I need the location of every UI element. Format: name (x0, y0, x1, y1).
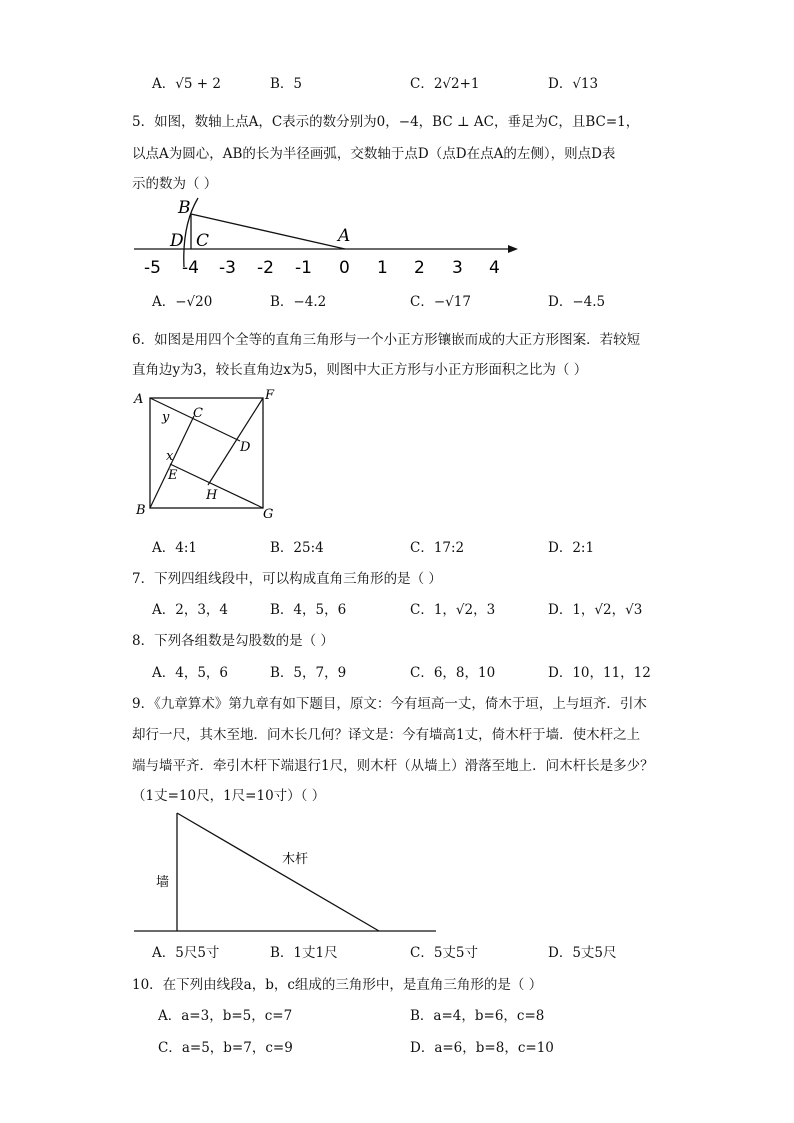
q8-option-b: B．5，7，9 (270, 665, 347, 681)
q9-stem-line1: 9．《九章算术》第九章有如下题目，原文：今有垣高一丈，倚木于垣，上与垣齐．引木 (132, 696, 647, 712)
q9-stem-line4: （1丈=10尺，1尺=10寸）（ ） (132, 788, 326, 804)
q10-stem: 10．在下列由线段a，b，c组成的三角形中，是直角三角形的是（ ） (132, 977, 543, 993)
tick-label: -3 (219, 258, 236, 278)
label-pole: 木杆 (282, 852, 309, 867)
q9-option-c: C．5丈5寸 (410, 945, 479, 961)
segment-fh (208, 398, 263, 485)
label-x: x (166, 449, 174, 464)
label-b: B (178, 198, 191, 218)
q8-option-c: C．6，8，10 (410, 665, 496, 681)
label-wall: 墙 (156, 875, 170, 890)
q6-option-c: C．17:2 (410, 540, 465, 556)
tick-label: -2 (257, 258, 274, 278)
axis-arrow-icon (508, 245, 518, 253)
pole-line (177, 813, 379, 931)
segment-ab (191, 214, 345, 249)
tick-label: 0 (339, 258, 350, 278)
q6-option-d: D．2:1 (548, 540, 595, 556)
q6-option-b: B．25:4 (270, 540, 324, 556)
q8-option-a: A．4，5，6 (152, 665, 229, 681)
tick-label: 4 (489, 258, 500, 278)
tick-label: -1 (295, 258, 312, 278)
q5-option-a: A．−√20 (152, 294, 213, 310)
q4-option-a: A．√5 + 2 (152, 76, 221, 92)
label-h: H (206, 488, 218, 503)
q5-option-d: D．−4.5 (548, 294, 606, 310)
q8-stem: 8．下列各组数是勾股数的是（ ） (132, 633, 334, 649)
label-a: A (134, 392, 144, 407)
tick-label: -4 (182, 258, 199, 278)
label-d: D (240, 440, 251, 455)
label-e: E (168, 468, 178, 483)
label-g: G (263, 507, 274, 520)
q8-option-d: D．10，11，12 (548, 665, 651, 681)
q4-option-c: C．2√2+1 (410, 76, 480, 92)
q5-option-c: C．−√17 (410, 294, 471, 310)
q5-option-b: B．−4.2 (270, 294, 327, 310)
q6-option-a: A．4:1 (152, 540, 197, 556)
tick-label: 3 (452, 258, 463, 278)
q10-option-c: C．a=5，b=7，c=9 (158, 1040, 293, 1056)
label-a: A (338, 226, 351, 246)
q6-stem-line1: 6．如图是用四个全等的直角三角形与一个小正方形镶嵌而成的大正方形图案．若较短 (132, 332, 641, 348)
q9-option-b: B．1丈1尺 (270, 945, 338, 961)
label-c: C (193, 406, 203, 421)
tick-label: 2 (414, 258, 425, 278)
q9-option-a: A．5尺5寸 (152, 945, 220, 961)
q6-stem-line2: 直角边y为3，较长直角边x为5，则图中大正方形与小正方形面积之比为（ ） (132, 362, 588, 378)
q9-stem-line3: 端与墙平齐．牵引木杆下端退行1尺，则木杆（从墙上）滑落至地上．问木杆长是多少？ (132, 758, 654, 774)
q7-option-b: B．4，5，6 (270, 602, 347, 618)
label-f: F (265, 388, 275, 403)
q7-option-c: C．1，√2，3 (410, 602, 496, 618)
q10-option-d: D．a=6，b=8，c=10 (410, 1040, 554, 1056)
q5-stem-line2: 以点A为圆心，AB的长为半径画弧，交数轴于点D（点D在点A的左侧），则点D表 (132, 146, 616, 162)
q7-option-d: D．1，√2，√3 (548, 602, 643, 618)
q5-number-line-figure (120, 195, 530, 280)
q10-option-a: A．a=3，b=5，c=7 (158, 1008, 293, 1024)
q5-stem-line3: 示的数为（ ） (132, 176, 218, 192)
q10-option-b: B．a=4，b=6，c=8 (410, 1008, 545, 1024)
q6-square-figure (130, 385, 280, 520)
q7-stem: 7．下列四组线段中，可以构成直角三角形的是（ ） (132, 571, 442, 587)
q4-option-b: B．5 (270, 76, 303, 92)
tick-label: -5 (144, 258, 161, 278)
label-d: D (170, 231, 184, 251)
label-b: B (136, 503, 146, 518)
q9-wall-pole-figure (130, 805, 440, 935)
q9-stem-line2: 却行一尺，其木至地．问木长几何？译文是：今有墙高1丈，倚木杆于墙．使木杆之上 (132, 727, 641, 743)
q9-option-d: D．5丈5尺 (548, 945, 617, 961)
q4-option-d: D．√13 (548, 76, 599, 92)
q7-option-a: A．2，3，4 (152, 602, 229, 618)
label-c: C (196, 231, 210, 251)
tick-label: 1 (377, 258, 388, 278)
label-y: y (162, 410, 170, 425)
q5-stem-line1: 5．如图，数轴上点A，C表示的数分别为0，−4，BC ⊥ AC，垂足为C，且BC=1， (132, 114, 640, 130)
